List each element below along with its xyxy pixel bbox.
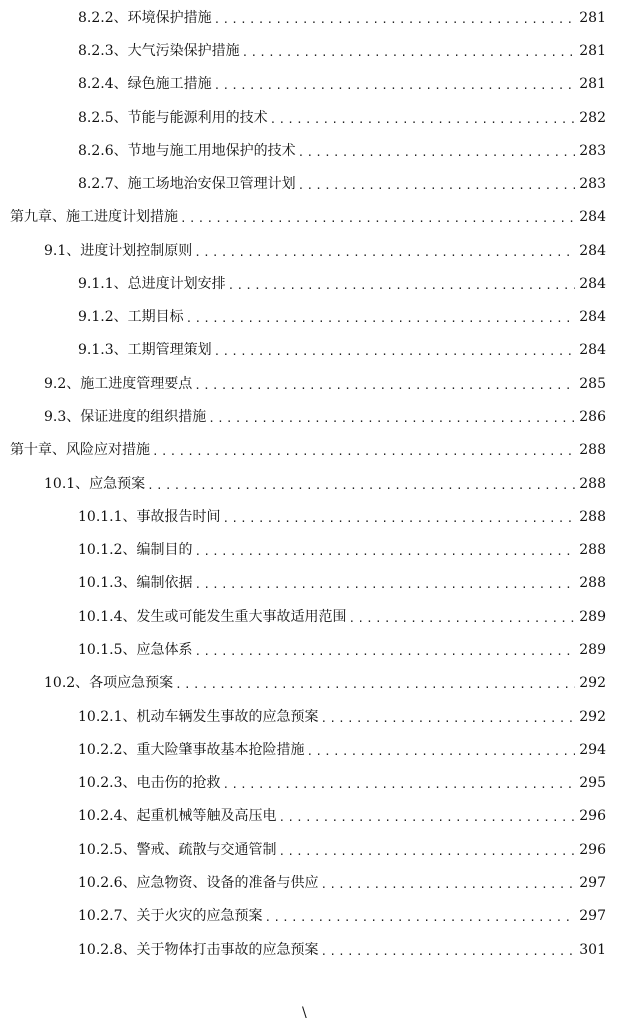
toc-entry-page: 283 <box>579 176 606 192</box>
toc-entry-title: 8.2.4、绿色施工措施 <box>78 76 212 92</box>
toc-entry-page: 288 <box>579 509 606 525</box>
toc-entry-title: 10.1.2、编制目的 <box>78 542 193 558</box>
toc-dot-leader <box>270 104 576 132</box>
toc-entry[interactable] <box>78 871 606 895</box>
toc-entry[interactable] <box>78 638 606 662</box>
toc-entry-page: 289 <box>579 642 606 658</box>
toc-entry[interactable] <box>78 106 606 130</box>
toc-entry-title: 10.1、应急预案 <box>44 476 146 492</box>
toc-dot-leader <box>223 769 576 797</box>
toc-dot-leader <box>265 902 576 930</box>
toc-dot-leader <box>147 470 575 498</box>
toc-dot-leader <box>298 137 576 165</box>
toc-entry-title: 9.1.2、工期目标 <box>78 309 184 325</box>
toc-entry-title: 9.1、进度计划控制原则 <box>44 243 193 259</box>
toc-dot-leader <box>298 170 576 198</box>
toc-dot-leader <box>175 669 575 697</box>
toc-entry[interactable] <box>78 6 606 30</box>
toc-entry-page: 294 <box>579 742 606 758</box>
toc-entry[interactable] <box>78 938 606 962</box>
toc-entry[interactable] <box>78 72 606 96</box>
toc-entry[interactable] <box>78 605 606 629</box>
toc-entry-page: 288 <box>579 442 606 458</box>
toc-entry-page: 286 <box>579 409 606 425</box>
toc-entry-page: 288 <box>579 575 606 591</box>
toc-entry-page: 285 <box>579 376 606 392</box>
toc-entry-page: 296 <box>579 808 606 824</box>
toc-entry-page: 281 <box>579 43 606 59</box>
toc-entry-title: 9.1.3、工期管理策划 <box>78 342 212 358</box>
toc-dot-leader <box>321 869 576 897</box>
toc-dot-leader <box>307 736 576 764</box>
toc-dot-leader <box>242 37 576 65</box>
toc-dot-leader <box>349 603 576 631</box>
toc-entry-page: 282 <box>579 110 606 126</box>
toc-entry-page: 284 <box>579 209 606 225</box>
toc-entry-title: 9.3、保证进度的组织措施 <box>44 409 207 425</box>
toc-entry-title: 10.1.4、发生或可能发生重大事故适用范围 <box>78 609 347 625</box>
toc-dot-leader <box>214 4 576 32</box>
toc-entry[interactable] <box>78 39 606 63</box>
toc-dot-leader <box>194 370 575 398</box>
toc-entry-title: 8.2.5、节能与能源利用的技术 <box>78 110 268 126</box>
toc-dot-leader <box>214 70 576 98</box>
toc-dot-leader <box>228 270 576 298</box>
toc-entry[interactable] <box>78 738 606 762</box>
toc-entry[interactable] <box>78 305 606 329</box>
toc-entry-title: 第十章、风险应对措施 <box>10 442 150 458</box>
toc-dot-leader <box>279 836 576 864</box>
toc-entry-page: 281 <box>579 76 606 92</box>
toc-entry-title: 8.2.6、节地与施工用地保护的技术 <box>78 143 296 159</box>
toc-entry-title: 10.1.5、应急体系 <box>78 642 193 658</box>
toc-entry-page: 292 <box>579 675 606 691</box>
toc-entry-title: 第九章、施工进度计划措施 <box>10 209 178 225</box>
toc-entry-title: 10.2.6、应急物资、设备的准备与供应 <box>78 875 319 891</box>
toc-dot-leader <box>186 303 576 331</box>
toc-entry[interactable] <box>78 804 606 828</box>
toc-entry-page: 292 <box>579 709 606 725</box>
toc-entry[interactable] <box>44 472 606 496</box>
toc-dot-leader <box>152 436 575 464</box>
toc-entry[interactable] <box>78 771 606 795</box>
toc-entry[interactable] <box>78 838 606 862</box>
toc-entry-title: 9.2、施工进度管理要点 <box>44 376 193 392</box>
toc-dot-leader <box>214 336 576 364</box>
toc-dot-leader <box>208 403 575 431</box>
toc-entry-page: 295 <box>579 775 606 791</box>
toc-entry[interactable] <box>44 671 606 695</box>
page-footer-mark: \ <box>302 1005 307 1021</box>
toc-dot-leader <box>223 503 576 531</box>
toc-dot-leader <box>195 569 576 597</box>
toc-dot-leader <box>195 636 576 664</box>
toc-dot-leader <box>195 536 576 564</box>
toc-dot-leader <box>180 203 575 231</box>
toc-entry-page: 284 <box>579 342 606 358</box>
toc-entry-page: 284 <box>579 243 606 259</box>
toc-entry[interactable] <box>78 505 606 529</box>
toc-entry[interactable] <box>78 338 606 362</box>
toc-entry[interactable] <box>78 904 606 928</box>
toc-entry-title: 10.2.3、电击伤的抢救 <box>78 775 221 791</box>
toc-entry[interactable] <box>78 705 606 729</box>
toc-entry-title: 10.1.3、编制依据 <box>78 575 193 591</box>
toc-entry[interactable] <box>44 405 606 429</box>
toc-entry-page: 288 <box>579 542 606 558</box>
toc-entry-title: 10.1.1、事故报告时间 <box>78 509 221 525</box>
toc-entry-page: 284 <box>579 276 606 292</box>
toc-entry[interactable] <box>78 538 606 562</box>
toc-entry-title: 9.1.1、总进度计划安排 <box>78 276 226 292</box>
toc-entry-page: 281 <box>579 10 606 26</box>
toc-dot-leader <box>321 936 576 964</box>
toc-entry-page: 288 <box>579 476 606 492</box>
toc-entry-title: 10.2.4、起重机械等触及高压电 <box>78 808 277 824</box>
toc-entry[interactable] <box>44 239 606 263</box>
toc-entry-title: 10.2.2、重大险肇事故基本抢险措施 <box>78 742 305 758</box>
toc-entry-page: 297 <box>579 875 606 891</box>
toc-entry-title: 10.2.8、关于物体打击事故的应急预案 <box>78 942 319 958</box>
toc-entry[interactable] <box>78 571 606 595</box>
toc-entry-title: 8.2.3、大气污染保护措施 <box>78 43 240 59</box>
toc-entry-page: 296 <box>579 842 606 858</box>
toc-entry-title: 8.2.2、环境保护措施 <box>78 10 212 26</box>
toc-entry[interactable] <box>78 172 606 196</box>
toc-entry[interactable] <box>10 205 606 229</box>
toc-entry-title: 10.2.1、机动车辆发生事故的应急预案 <box>78 709 319 725</box>
toc-entry[interactable] <box>78 272 606 296</box>
toc-entry-page: 284 <box>579 309 606 325</box>
toc-dot-leader <box>321 703 576 731</box>
toc-entry[interactable] <box>10 438 606 462</box>
toc-entry-title: 10.2.7、关于火灾的应急预案 <box>78 908 263 924</box>
toc-entry[interactable] <box>44 372 606 396</box>
toc-dot-leader <box>279 802 576 830</box>
toc-entry-page: 301 <box>579 942 606 958</box>
toc-entry-page: 297 <box>579 908 606 924</box>
toc-entry-page: 283 <box>579 143 606 159</box>
toc-entry-page: 289 <box>579 609 606 625</box>
toc-entry[interactable] <box>78 139 606 163</box>
toc-entry-title: 8.2.7、施工场地治安保卫管理计划 <box>78 176 296 192</box>
toc-entry-title: 10.2、各项应急预案 <box>44 675 174 691</box>
toc-entry-title: 10.2.5、警戒、疏散与交通管制 <box>78 842 277 858</box>
toc-dot-leader <box>194 237 575 265</box>
